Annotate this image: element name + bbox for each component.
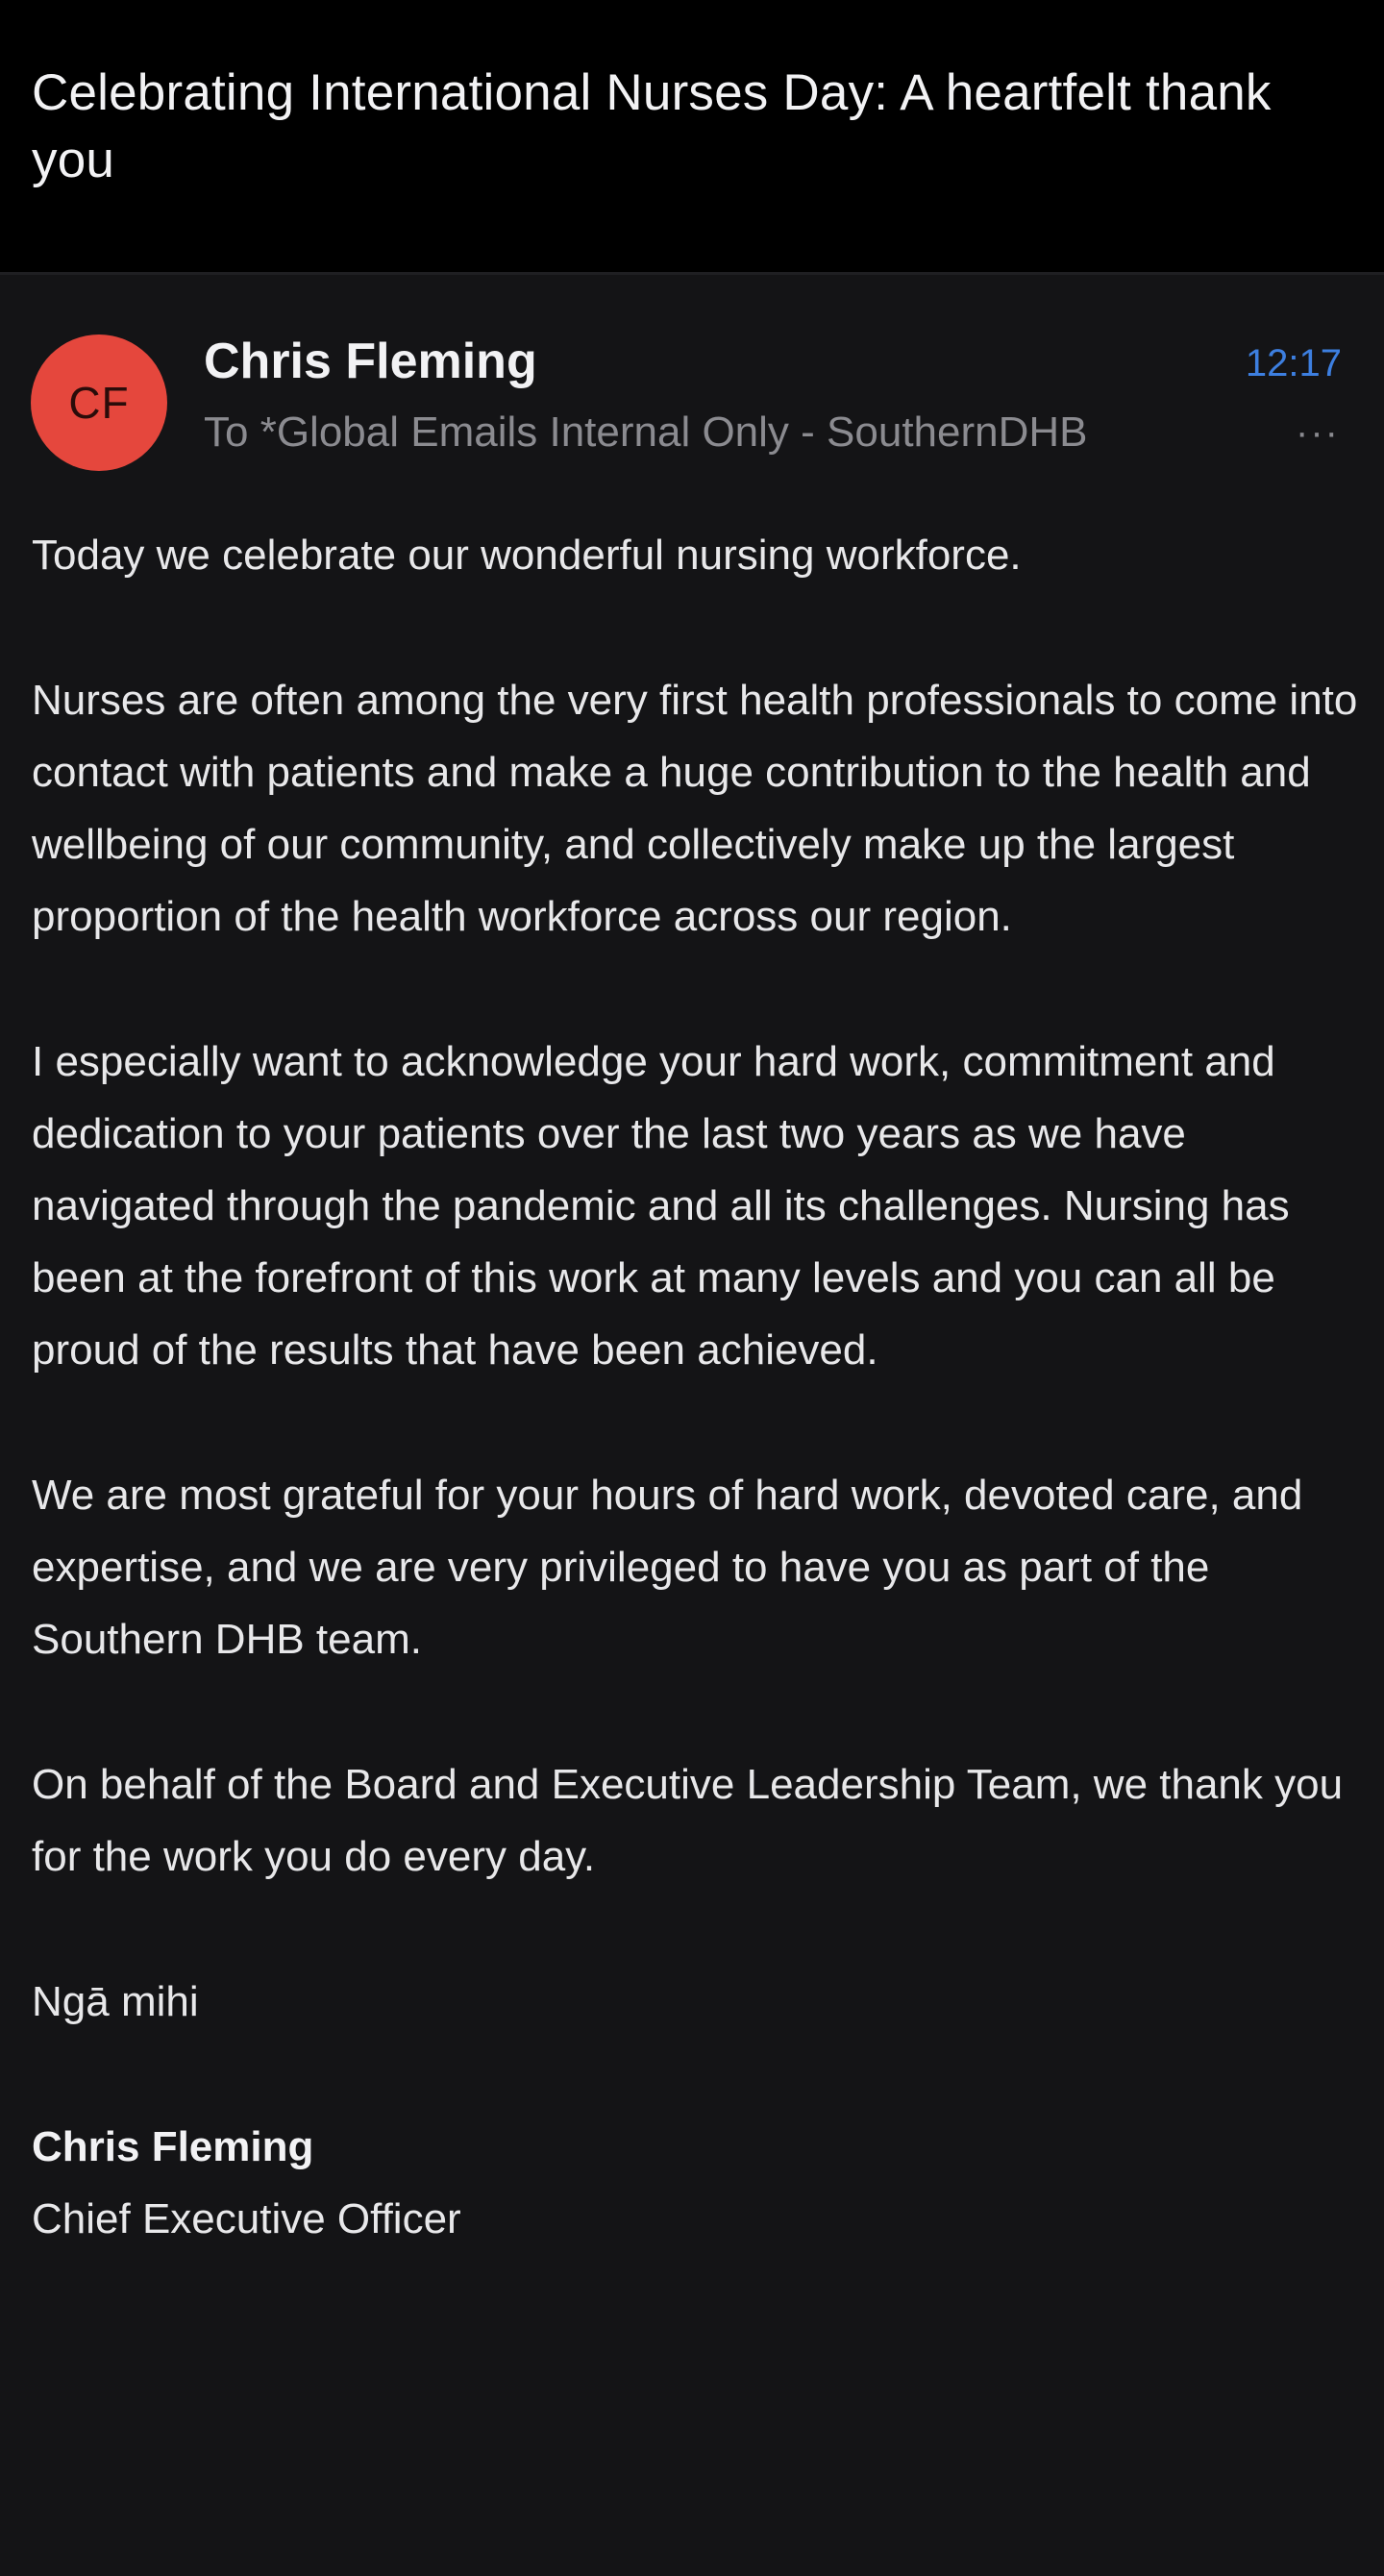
email-subject: Celebrating International Nurses Day: A heartfelt thank you xyxy=(32,64,1272,188)
signature xyxy=(32,2111,1358,2255)
more-options-icon[interactable]: ··· xyxy=(1296,411,1340,454)
sender-avatar[interactable]: CF xyxy=(31,334,167,471)
body-paragraph-4: We are most grateful for your hours of hard work, devoted care, and expertise, and we are very privileged to have you as part of the Southern DHB team. xyxy=(32,1472,1303,1663)
email-time: 12:17 xyxy=(1245,342,1342,384)
closing-greeting: Ngā mihi xyxy=(32,1978,199,2025)
recipients-line[interactable]: To *Global Emails Internal Only - SouthernDHB xyxy=(204,409,1088,456)
email-header xyxy=(0,275,1384,496)
body-paragraph-3: I especially want to acknowledge your hard work, commitment and dedication to your patients over the last two years as we have navigated through the pandemic and all its challenges. Nursing has been at the forefront of this work at many levels and you can all be proud of the results that have been achieved. xyxy=(32,1038,1290,1374)
signature-title: Chief Executive Officer xyxy=(32,2195,461,2242)
email-body xyxy=(32,519,1358,2255)
sender-name[interactable]: Chris Fleming xyxy=(204,334,537,389)
signature-name: Chris Fleming xyxy=(32,2123,314,2170)
body-paragraph-1: Today we celebrate our wonderful nursing workforce. xyxy=(32,532,1022,579)
body-paragraph-5: On behalf of the Board and Executive Leadership Team, we thank you for the work you do every day. xyxy=(32,1761,1344,1880)
body-paragraph-2: Nurses are often among the very first health professionals to come into contact with patients and make a huge contribution to the health and wellbeing of our community, and collectively make up the largest proportion of the health workforce across our region. xyxy=(32,677,1358,940)
subject-bar xyxy=(0,0,1384,272)
